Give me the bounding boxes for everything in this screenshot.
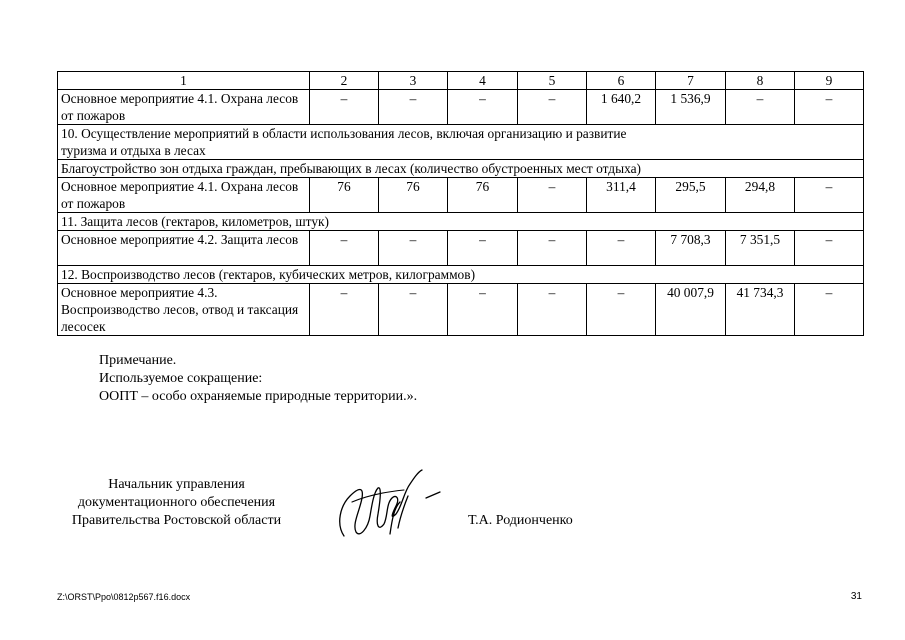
section-row [58,266,864,284]
signatory-name: Т.А. Родионченко [468,513,573,528]
table-cell: 41 734,3 [726,284,795,336]
note-line: Используемое сокращение: [99,371,263,386]
row-name: Основное мероприятие 4.1. Охрана лесов от пожаров [58,90,310,125]
page-number: 31 [850,591,862,602]
table-row [58,231,864,266]
header-cell: 8 [726,72,795,90]
signatory-title-line: Правительства Ростовской области [71,513,282,528]
table-cell: 76 [379,178,448,213]
table-cell: 295,5 [656,178,726,213]
data-table [57,71,864,336]
table-cell: – [310,90,379,125]
table-cell: – [448,231,518,266]
header-cell: 5 [518,72,587,90]
table-cell: 311,4 [587,178,656,213]
header-cell: 6 [587,72,656,90]
table-row [58,90,864,125]
subsection-title: Благоустройство зон отдыха граждан, пребывающих в лесах (количество обустроенных мест отдыха) [58,160,864,178]
table-cell: – [448,284,518,336]
table-cell: – [795,90,864,125]
table-cell: 40 007,9 [656,284,726,336]
file-path: Z:\ORST\Ppo\0812p567.f16.docx [57,592,191,602]
table-cell: 1 640,2 [587,90,656,125]
header-row [58,72,864,90]
table-cell: – [518,231,587,266]
table-row [58,284,864,336]
note-title: Примечание. [99,353,177,368]
note-block [99,352,417,406]
header-cell: 1 [58,72,310,90]
section-title: 12. Воспроизводство лесов (гектаров, кубических метров, килограммов) [58,266,864,284]
row-name: Основное мероприятие 4.1. Охрана лесов от пожаров [58,178,310,213]
signatory-title-line: документационного обеспечения [77,495,276,510]
table-cell: – [518,284,587,336]
table-cell: – [379,231,448,266]
section-row [58,125,864,160]
table-cell: 1 536,9 [656,90,726,125]
table-cell: 7 708,3 [656,231,726,266]
note-line: ООПТ – особо охраняемые природные территории.». [99,389,418,404]
header-cell: 3 [379,72,448,90]
handwritten-signature [330,462,445,544]
table-cell: 294,8 [726,178,795,213]
table-cell: – [379,90,448,125]
table-cell: – [448,90,518,125]
table-cell: 76 [448,178,518,213]
table-cell: – [518,90,587,125]
table-cell: – [795,231,864,266]
table-cell: – [310,284,379,336]
table-cell: – [587,231,656,266]
table-cell: 76 [310,178,379,213]
signatory-title-line: Начальник управления [108,477,245,492]
table-cell: – [379,284,448,336]
section-row [58,213,864,231]
table-row [58,178,864,213]
table-cell: – [518,178,587,213]
table-cell: – [795,284,864,336]
table-cell: – [795,178,864,213]
row-name: Основное мероприятие 4.2. Защита лесов [58,231,310,266]
table-cell: 7 351,5 [726,231,795,266]
subsection-row [58,160,864,178]
table-cell: – [726,90,795,125]
row-name: Основное мероприятие 4.3. Воспроизводство лесов, отвод и таксация лесосек [58,284,310,336]
section-title: 10. Осуществление мероприятий в области использования лесов, включая организацию и развитие туризма и отдыха в лесах [61,126,627,158]
table-cell: – [587,284,656,336]
header-cell: 9 [795,72,864,90]
header-cell: 7 [656,72,726,90]
header-cell: 4 [448,72,518,90]
section-title: 11. Защита лесов (гектаров, километров, штук) [58,213,864,231]
signatory-title [58,476,295,530]
table-cell: – [310,231,379,266]
header-cell: 2 [310,72,379,90]
